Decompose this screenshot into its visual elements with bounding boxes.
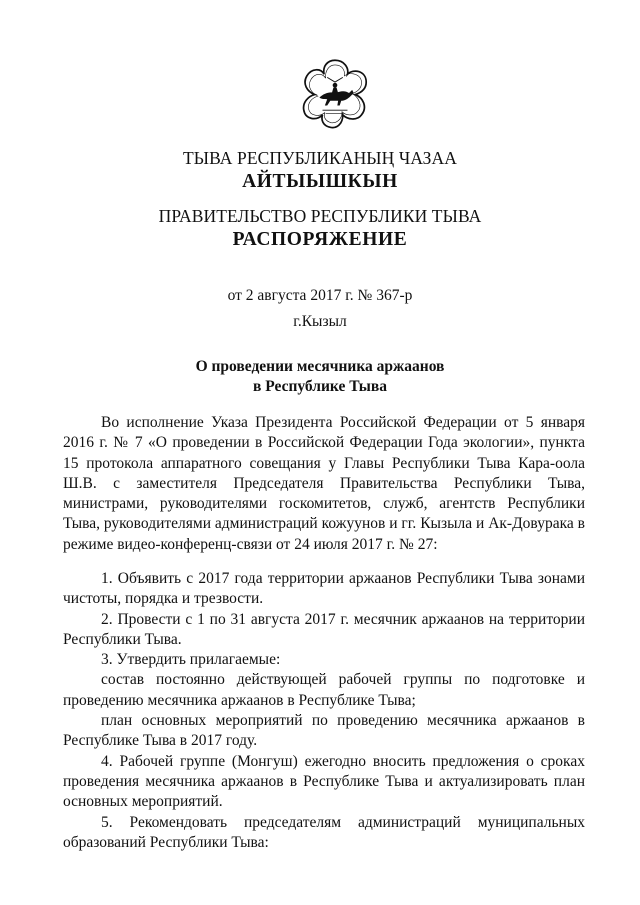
item-3-sub-2: план основных мероприятий по проведению месячника аржаанов в Республике Тыва в 2017 году. <box>63 712 585 750</box>
item-1: 1. Объявить с 2017 года территории аржаанов Республики Тыва зонами чистоты, порядка и трезвости. <box>63 570 585 608</box>
item-3: 3. Утвердить прилагаемые: <box>101 651 281 669</box>
item-5: 5. Рекомендовать председателям администраций муниципальных образований Республики Тыва: <box>63 813 585 851</box>
item-3-sub-1: состав постоянно действующей рабочей группы по подготовке и проведению месячника аржаанов в Республике Тыва; <box>63 671 585 709</box>
russian-doc-type-heading: РАСПОРЯЖЕНИЕ <box>232 229 408 250</box>
date-number: от 2 августа 2017 г. № 367-р <box>227 287 413 304</box>
preamble-block <box>63 413 585 555</box>
title-line-1: О проведении месячника аржаанов <box>195 358 445 375</box>
tuvan-government-heading: ТЫВА РЕСПУБЛИКАНЫҢ ЧАЗАА <box>182 148 458 168</box>
tuvan-doc-type-heading: АЙТЫЫШКЫН <box>242 171 398 192</box>
title-line-2: в Республике Тыва <box>252 378 387 395</box>
item-2: 2. Провести с 1 по 31 августа 2017 г. месячник аржаанов на территории Республики Тыва. <box>63 610 585 648</box>
russian-government-heading: ПРАВИТЕЛЬСТВО РЕСПУБЛИКИ ТЫВА <box>158 206 482 226</box>
city: г.Кызыл <box>293 313 347 330</box>
preamble-paragraph: Во исполнение Указа Президента Российской Федерации от 5 января 2016 г. № 7 «О проведении в Российской Федерации Года экологии», пункта 15 протокола аппаратного совещания у Главы Республики Тыва Кара-оола Ш.В. с заместителя Председателя Правительства Республики Тыва, министрами, руководителями госкомитетов, служб, агентств Республики Тыва, руководителями администраций кожуунов и гг. Кызыла и Ак-Довурака в режиме видео-конференц-связи от 24 июля 2017 г. № 27: <box>63 414 585 553</box>
item-4: 4. Рабочей группе (Монгуш) ежегодно вносить предложения о сроках проведения месячника аржаанов в Республике Тыва и актуализировать план основных мероприятий. <box>63 752 585 811</box>
coat-of-arms-emblem <box>296 54 374 132</box>
items-block <box>63 569 585 853</box>
